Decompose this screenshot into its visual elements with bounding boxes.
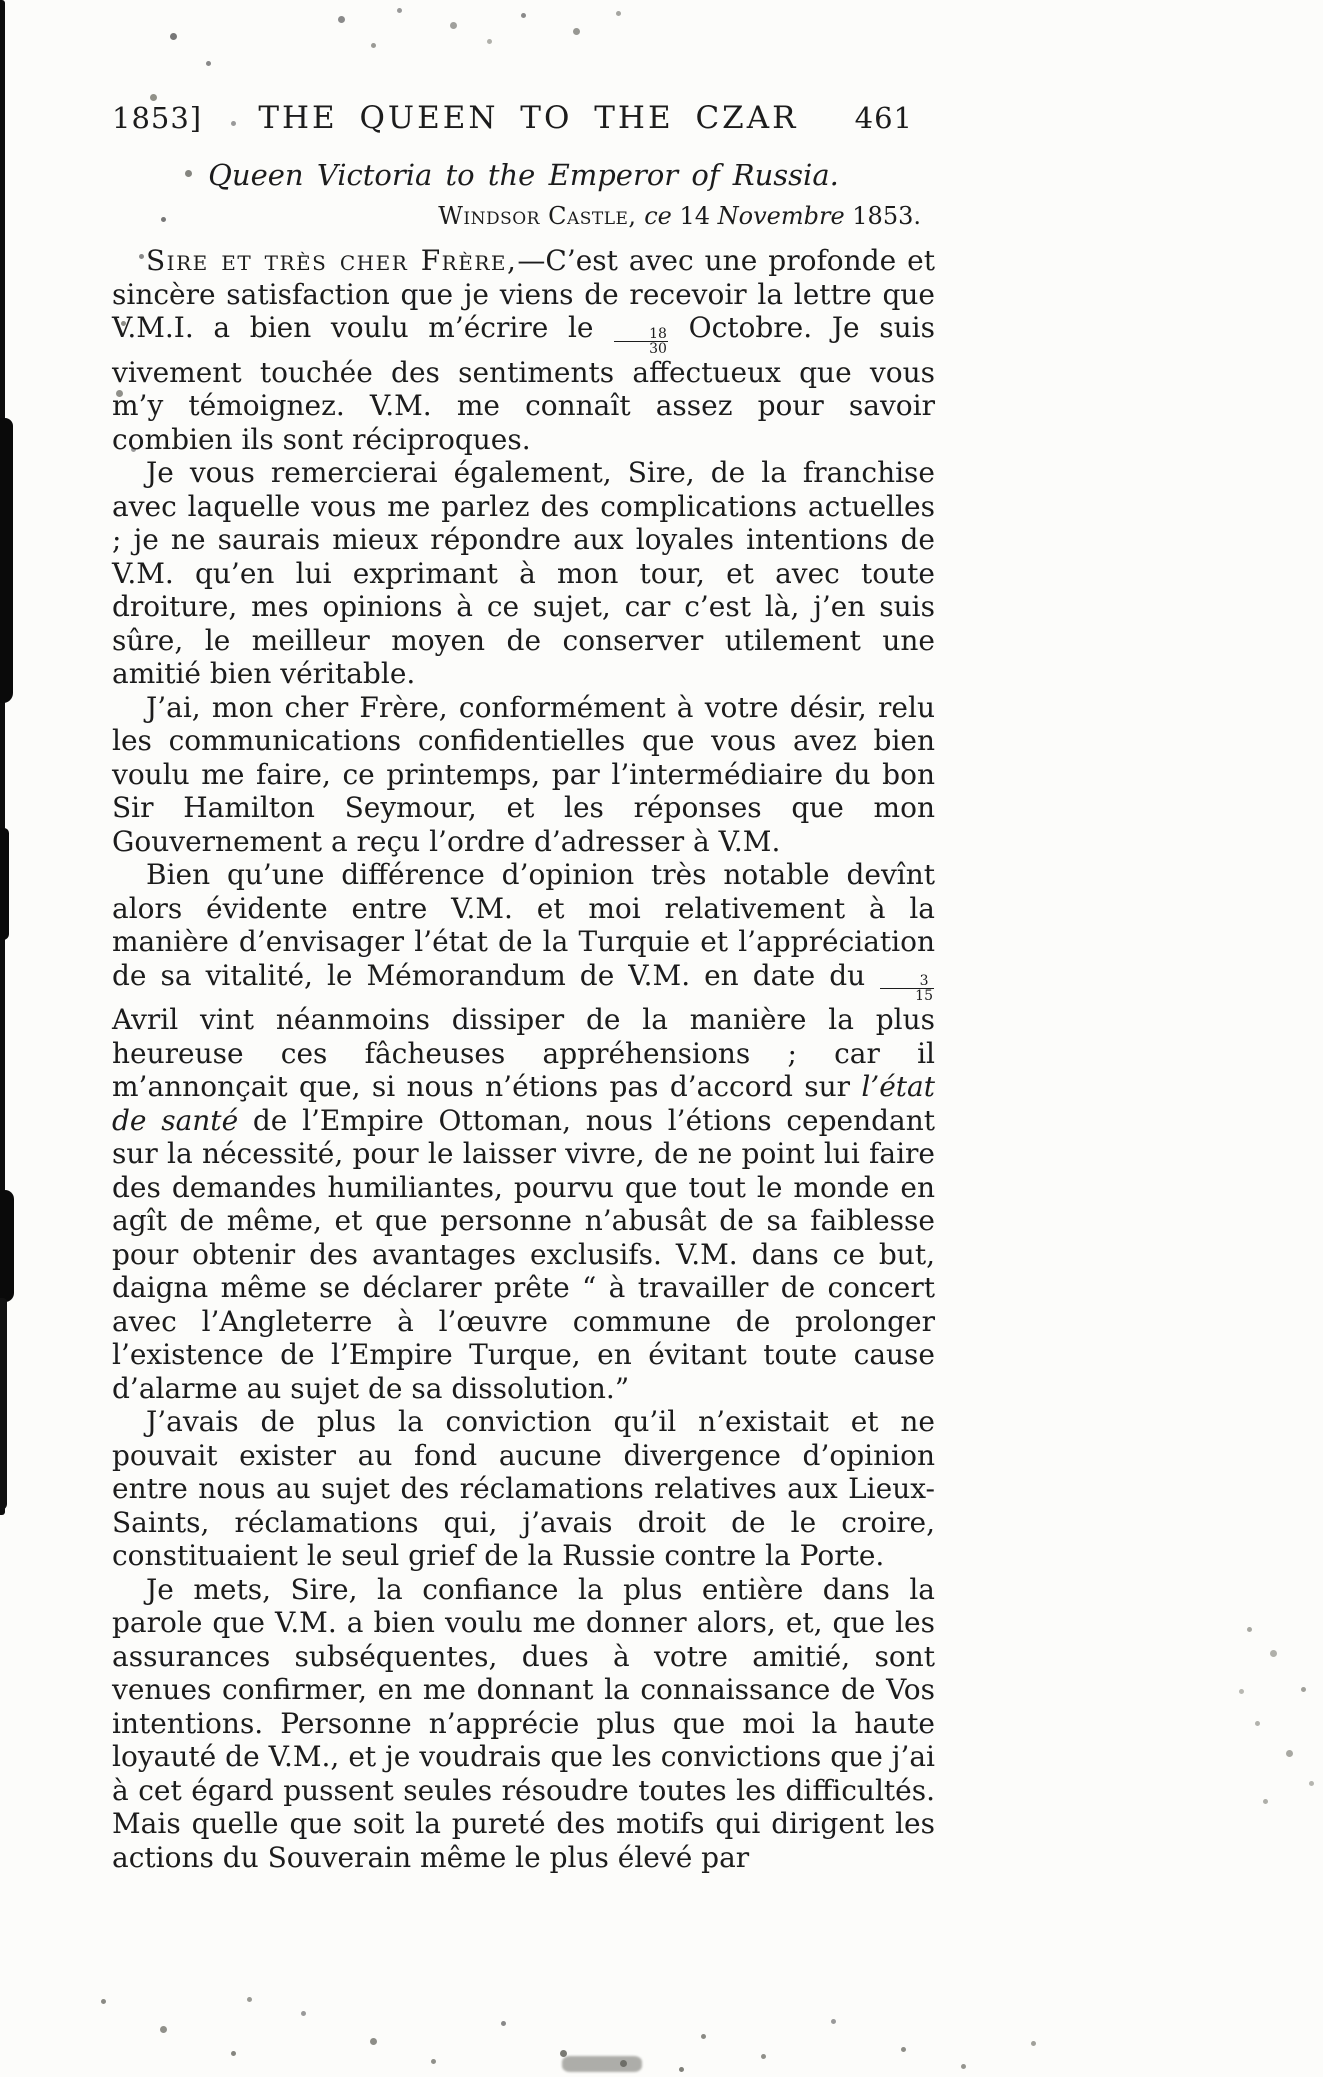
- letter-paragraph: [112, 691, 935, 859]
- text-segment: —C’est avec une profonde et sincère satisfaction que je viens de recevoir la lettre que V.M.I. a bien voulu m’écrire le: [112, 244, 935, 344]
- ink-blot-artifact: [0, 1298, 7, 1510]
- text-segment: Je mets, Sire, la confiance la plus entière dans la parole que V.M. a bien voulu me donner alors, et, que les assurances subséquentes, dues à votre amitié, sont venues confirmer, en me donnant la connaissance de Vos intentions. Personne n’apprécie plus que moi la haute loyauté de V.M., et je voudrais que les convictions que j’ai à cet égard pussent seules résoudre toutes les difficultés. Mais quelle que soit la pureté des motifs qui dirigent les actions du Souverain même le plus élevé par: [112, 1572, 935, 1874]
- scan-speckles: [0, 0, 3, 3]
- text-segment: de l’Empire Ottoman, nous l’étions cependant sur la nécessité, pour le laisser vivre, de ne point lui faire des demandes humiliantes, pourvu que tout le monde en agît de même, et que personne n’abusât de sa faiblesse pour obtenir des avantages exclusifs. V.M. dans ce but, daigna même se déclarer prête “ à travailler de concert avec l’Angleterre à l’œuvre commune de prolonger l’existence de l’Empire Turque, en évitant toute cause d’alarme au sujet de sa dissolution.”: [112, 1103, 936, 1405]
- text-segment: Windsor Castle,: [438, 202, 637, 230]
- header-year: 1853]: [112, 101, 203, 135]
- letter-paragraph: [112, 456, 935, 691]
- letter-paragraph: [112, 244, 935, 456]
- page-content: [112, 100, 935, 1874]
- text-segment: l’état de santé: [112, 1070, 935, 1137]
- text-segment: ce: [644, 202, 672, 230]
- header-page-number: 461: [854, 101, 913, 135]
- dateline: [112, 202, 935, 230]
- letter-paragraph: [112, 1405, 935, 1573]
- letter-paragraph: [112, 1573, 935, 1875]
- running-header: [112, 100, 935, 136]
- scan-smudge: [562, 2056, 642, 2072]
- text-segment: Bien qu’une différence d’opinion très notable devînt alors évidente entre V.M. et moi relativement à la manière d’envisager l’état de la Turquie et l’appréciation de sa vitalité, le Mémorandum de V.M. en date du: [112, 858, 935, 992]
- date-fraction: $\frac{3}{15}$: [880, 974, 934, 1003]
- text-segment: Octobre. Je suis vivement touchée des sentiments affectueux que vous m’y témoignez. V.M. me connaît assez pour savoir combien ils sont réciproques.: [112, 311, 936, 456]
- ink-blot-artifact: [0, 1190, 14, 1302]
- letter-heading: Queen Victoria to the Emperor of Russia.: [208, 158, 839, 192]
- text-segment: J’avais de plus la conviction qu’il n’existait et ne pouvait exister au fond aucune divergence d’opinion entre nous au sujet des réclamations relatives aux Lieux-Saints, réclamations qui, j’avais droit de le croire, constituaient le seul grief de la Russie contre la Porte.: [112, 1405, 935, 1573]
- text-segment: Je vous remercierai également, Sire, de la franchise avec laquelle vous me parlez des complications actuelles ; je ne saurais mieux répondre aux loyales intentions de V.M. qu’en lui exprimant à mon tour, et avec toute droiture, mes opinions à ce sujet, car c’est là, j’en suis sûre, le meilleur moyen de conserver utilement une amitié bien véritable.: [112, 456, 935, 691]
- ink-blot-artifact: [0, 418, 13, 703]
- letter-paragraphs: [112, 244, 935, 1874]
- text-segment: Novembre: [717, 202, 845, 230]
- text-segment: Sire et très cher Frère,: [146, 244, 518, 277]
- text-segment: 14: [671, 202, 718, 230]
- date-fraction: $\frac{18}{30}$: [614, 327, 668, 356]
- header-title: THE QUEEN TO THE CZAR: [258, 100, 799, 136]
- letter-paragraph: [112, 858, 935, 1405]
- text-segment: Avril vint néanmoins dissiper de la manière la plus heureuse ces fâcheuses appréhensions ; car il m’annonçait que, si nous n’étions pas d’accord sur: [112, 1003, 935, 1104]
- text-segment: 1853.: [844, 202, 921, 230]
- text-segment: J’ai, mon cher Frère, conformément à votre désir, relu les communications confidentielles que vous avez bien voulu me faire, ce printemps, par l’intermédiaire du bon Sir Hamilton Seymour, et les réponses que mon Gouvernement a reçu l’ordre d’adresser à V.M.: [112, 690, 935, 858]
- ink-blot-artifact: [0, 828, 9, 940]
